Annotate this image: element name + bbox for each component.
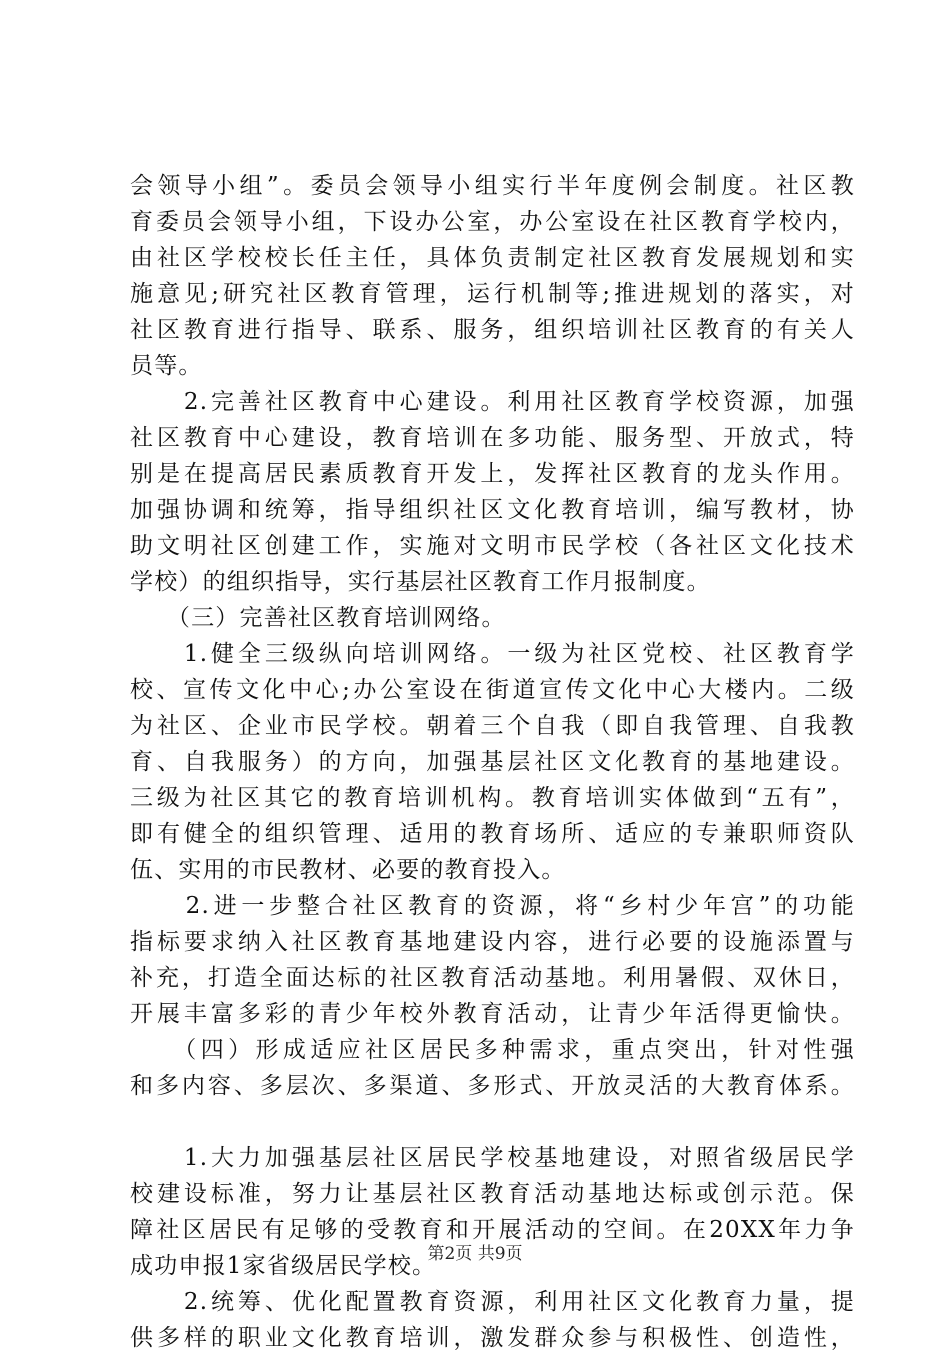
text-line: 会领导小组”。委员会领导小组实行半年度例会制度。社区教 bbox=[130, 173, 855, 199]
text-line: 2.完善社区教育中心建设。利用社区教育学校资源，加强 bbox=[130, 389, 855, 415]
text-line: 1.健全三级纵向培训网络。一级为社区党校、社区教育学 bbox=[130, 641, 855, 667]
text-line: 供多样的职业文化教育培训，激发群众参与积极性、创造性， bbox=[130, 1325, 855, 1351]
section-heading: （三）完善社区教育培训网络。 bbox=[130, 605, 506, 631]
text-line: 社区教育中心建设，教育培训在多功能、服务型、开放式，特 bbox=[130, 425, 855, 451]
text-line: 2.进一步整合社区教育的资源，将“乡村少年宫”的功能 bbox=[130, 893, 855, 919]
text-line: 育、自我服务）的方向，加强基层社区文化教育的基地建设。 bbox=[130, 749, 855, 775]
text-line: 校、宣传文化中心;办公室设在街道宣传文化中心大楼内。二级 bbox=[130, 677, 855, 703]
text-line: 为社区、企业市民学校。朝着三个自我（即自我管理、自我教 bbox=[130, 713, 855, 739]
text-line: 1.大力加强基层社区居民学校基地建设，对照省级居民学 bbox=[130, 1145, 855, 1171]
text-line: 施意见;研究社区教育管理，运行机制等;推进规划的落实，对 bbox=[130, 281, 855, 307]
text-line: 成功申报1家省级居民学校。 bbox=[130, 1253, 437, 1279]
text-line: 由社区学校校长任主任，具体负责制定社区教育发展规划和实 bbox=[130, 245, 855, 271]
section-heading: （四）形成适应社区居民多种需求，重点突出，针对性强 bbox=[130, 1037, 855, 1063]
text-line: 助文明社区创建工作，实施对文明市民学校（各社区文化技术 bbox=[130, 533, 855, 559]
blank-line bbox=[130, 1104, 855, 1140]
text-line: 补充，打造全面达标的社区教育活动基地。利用暑假、双休日， bbox=[130, 965, 855, 991]
text-line: 加强协调和统筹，指导组织社区文化教育培训，编写教材，协 bbox=[130, 497, 855, 523]
text-line: 校建设标准，努力让基层社区教育活动基地达标或创示范。保 bbox=[130, 1181, 855, 1207]
text-line: 2.统筹、优化配置教育资源，利用社区文化教育力量，提 bbox=[130, 1289, 855, 1315]
text-line: 障社区居民有足够的受教育和开展活动的空间。在20XX年力争 bbox=[130, 1217, 855, 1243]
text-line: 学校）的组织指导，实行基层社区教育工作月报制度。 bbox=[130, 569, 711, 595]
text-line: 指标要求纳入社区教育基地建设内容，进行必要的设施添置与 bbox=[130, 929, 855, 955]
text-line: 员等。 bbox=[130, 353, 203, 379]
text-line: 别是在提高居民素质教育开发上，发挥社区教育的龙头作用。 bbox=[130, 461, 855, 487]
text-line: 社区教育进行指导、联系、服务，组织培训社区教育的有关人 bbox=[130, 317, 855, 343]
text-line: 开展丰富多彩的青少年校外教育活动，让青少年活得更愉快。 bbox=[130, 1001, 855, 1027]
text-line: 伍、实用的市民教材、必要的教育投入。 bbox=[130, 857, 566, 883]
text-line: 三级为社区其它的教育培训机构。教育培训实体做到“五有”， bbox=[130, 785, 855, 811]
text-line: 育委员会领导小组，下设办公室，办公室设在社区教育学校内， bbox=[130, 209, 855, 235]
page-footer: 第2页 共9页 bbox=[427, 1244, 523, 1264]
text-line: 和多内容、多层次、多渠道、多形式、开放灵活的大教育体系。 bbox=[130, 1073, 855, 1099]
text-line: 即有健全的组织管理、适用的教育场所、适应的专兼职师资队 bbox=[130, 821, 855, 847]
